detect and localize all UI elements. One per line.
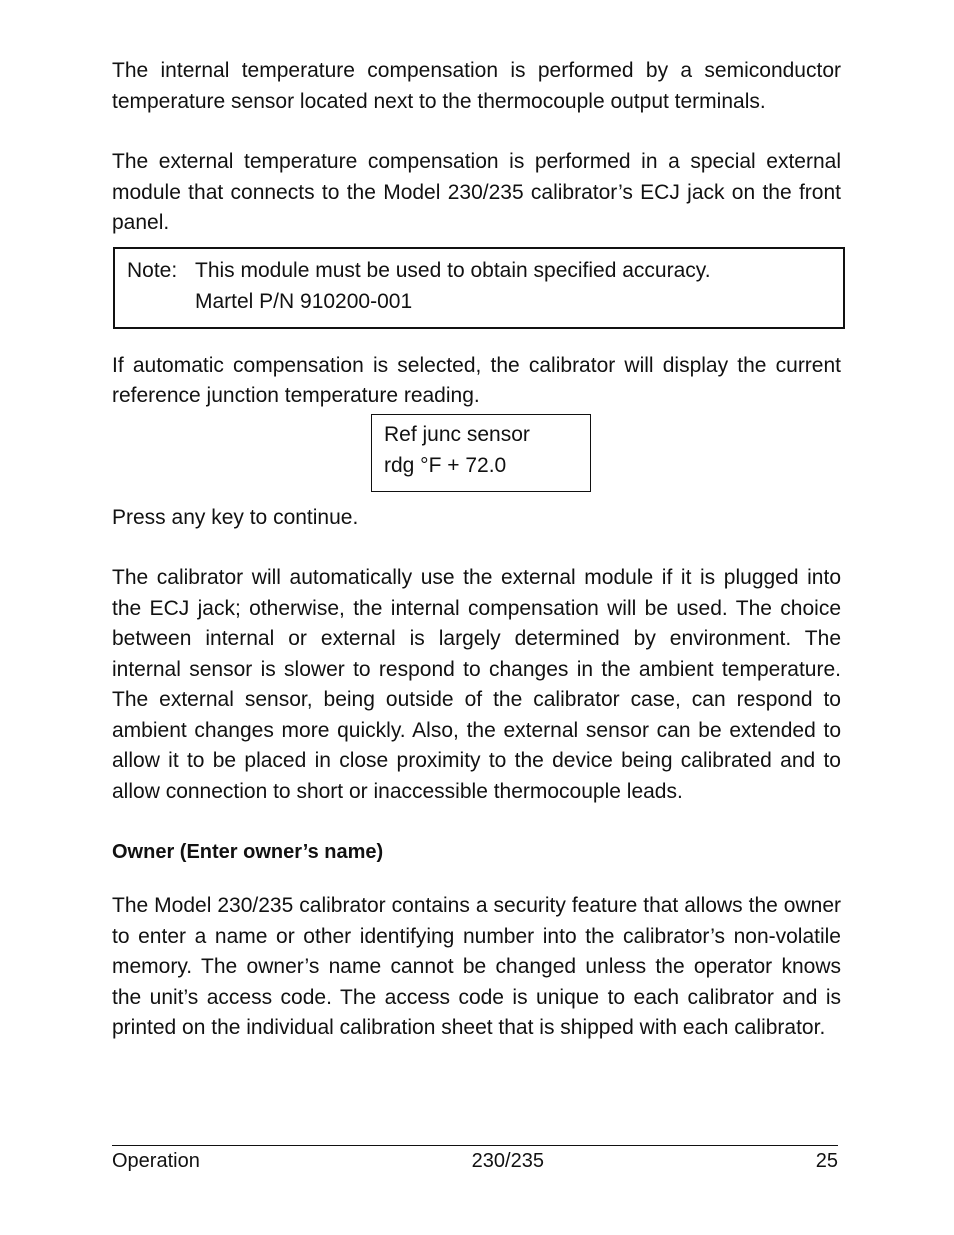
page-content	[112, 56, 841, 1044]
paragraph-auto-compensation: If automatic compensation is selected, the calibrator will display the current reference junction temperature reading.	[112, 353, 841, 407]
paragraph-module-use: The calibrator will automatically use the external module if it is plugged into the ECJ jack; otherwise, the internal compensation will be used. The choice between internal or external is largely determined by environment. The internal sensor is slower to respond to changes in the ambient temperature. The external sensor, being outside of the calibrator case, can respond to ambient changes more quickly. Also, the external sensor can be extended to allow it to be placed in close proximity to the device being calibrated and to allow connection to short or inaccessible thermocouple leads.	[112, 566, 841, 803]
paragraph-internal-compensation: The internal temperature compensation is performed by a semiconductor temperature sensor located next to the thermocouple output terminals.	[112, 59, 841, 113]
paragraph-external-compensation: The external temperature compensation is performed in a special external module that connects to the Model 230/235 calibrator’s ECJ jack on the front panel.	[112, 150, 841, 234]
paragraph-press-key: Press any key to continue.	[112, 505, 359, 529]
footer-section: Operation	[112, 1150, 200, 1172]
note-box	[113, 247, 845, 329]
footer-page-number: 25	[815, 1150, 838, 1172]
display-line-2: rdg °F + 72.0	[384, 453, 507, 477]
footer-model: 230/235	[471, 1150, 544, 1172]
note-line-1: This module must be used to obtain specified accuracy.	[195, 258, 711, 282]
page-footer	[112, 1145, 838, 1176]
note-line-2: Martel P/N 910200-001	[195, 289, 413, 313]
display-line-1: Ref junc sensor	[384, 422, 530, 446]
note-label: Note:	[127, 258, 178, 282]
display-readout-box	[371, 414, 591, 492]
section-heading-owner: Owner (Enter owner’s name)	[112, 841, 384, 863]
paragraph-owner: The Model 230/235 calibrator contains a security feature that allows the owner to enter a name or other identifying number into the calibrator’s non-volatile memory. The owner’s name cannot be changed unless the operator knows the unit’s access code. The access code is unique to each calibrator and is printed on the individual calibration sheet that is shipped with each calibrator.	[112, 894, 841, 1039]
